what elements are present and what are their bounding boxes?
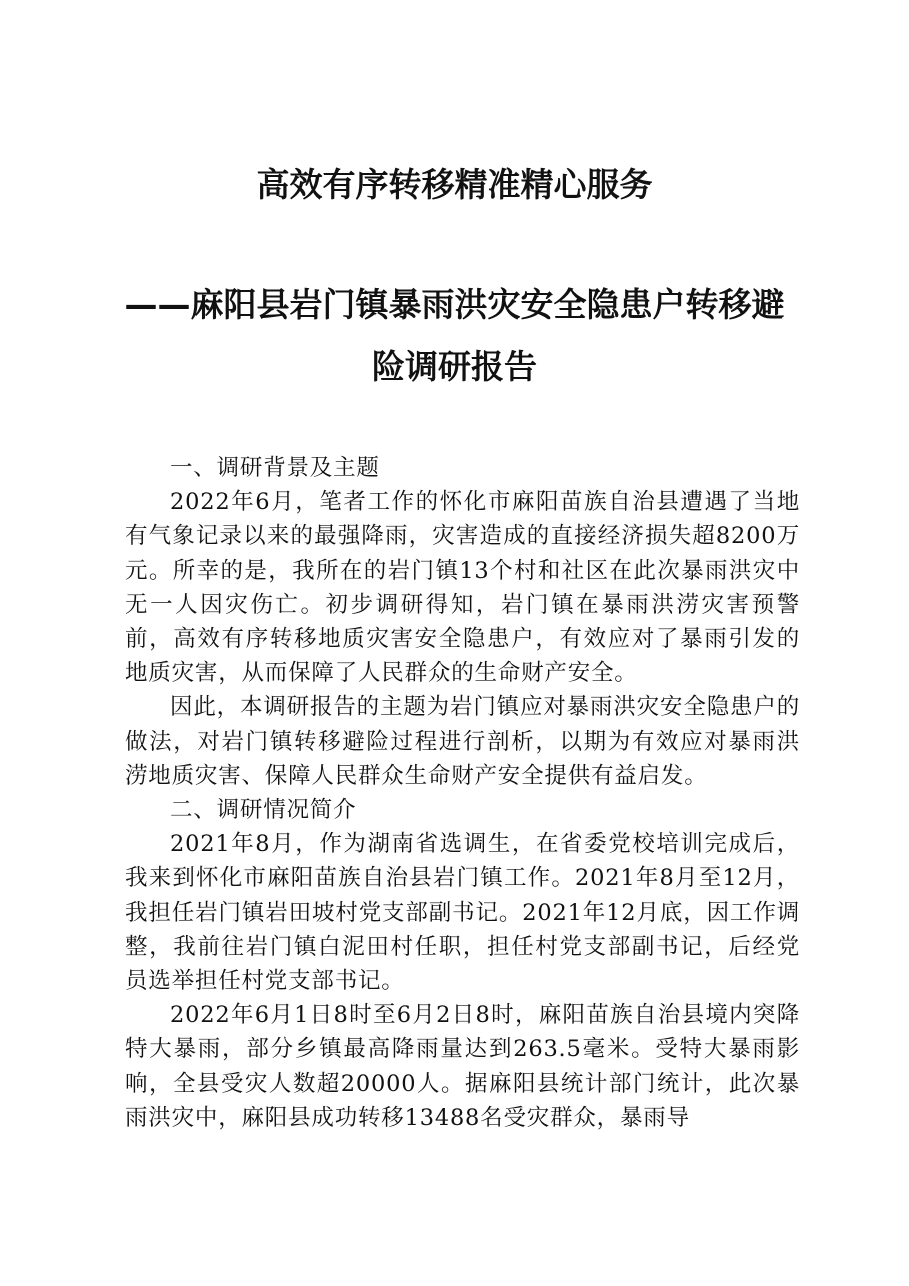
- body-paragraph: 因此，本调研报告的主题为岩门镇应对暴雨洪灾安全隐患户的做法，对岩门镇转移避险过程进行剖析，以期为有效应对暴雨洪涝地质灾害、保障人民群众生命财产安全提供有益启发。: [125, 694, 800, 789]
- body-paragraph: 2022年6月，笔者工作的怀化市麻阳苗族自治县遭遇了当地有气象记录以来的最强降雨，灾害造成的直接经济损失超8200万元。所幸的是，我所在的岩门镇13个村和社区在此次暴雨洪灾中无一人因灾伤亡。初步调研得知，岩门镇在暴雨洪涝灾害预警前，高效有序转移地质灾害安全隐患户，有效应对了暴雨引发的地质灾害，从而保障了人民群众的生命财产安全。: [125, 489, 800, 687]
- document-title: 高效有序转移精准精心服务: [256, 165, 653, 204]
- document-subtitle-line-2: 险调研报告: [372, 347, 537, 386]
- document-subtitle-line-1: ——麻阳县岩门镇暴雨洪灾安全隐患户转移避: [124, 285, 785, 324]
- section-heading-overview: 二、调研情况简介: [170, 797, 357, 824]
- body-paragraph: 2021年8月，作为湖南省选调生，在省委党校培训完成后，我来到怀化市麻阳苗族自治县岩门镇工作。2021年8月至12月，我担任岩门镇岩田坡村党支部副书记。2021年12月底，因工作调整，我前往岩门镇白泥田村任职，担任村党支部副书记，后经党员选举担任村党支部书记。: [125, 831, 800, 995]
- body-paragraph: 2022年6月1日8时至6月2日8时，麻阳苗族自治县境内突降特大暴雨，部分乡镇最高降雨量达到263.5毫米。受特大暴雨影响，全县受灾人数超20000人。据麻阳县统计部门统计，此次暴雨洪灾中，麻阳县成功转移13488名受灾群众，暴雨导: [125, 1002, 800, 1131]
- document-body: [125, 451, 800, 1135]
- section-heading-background: 一、调研背景及主题: [170, 455, 380, 481]
